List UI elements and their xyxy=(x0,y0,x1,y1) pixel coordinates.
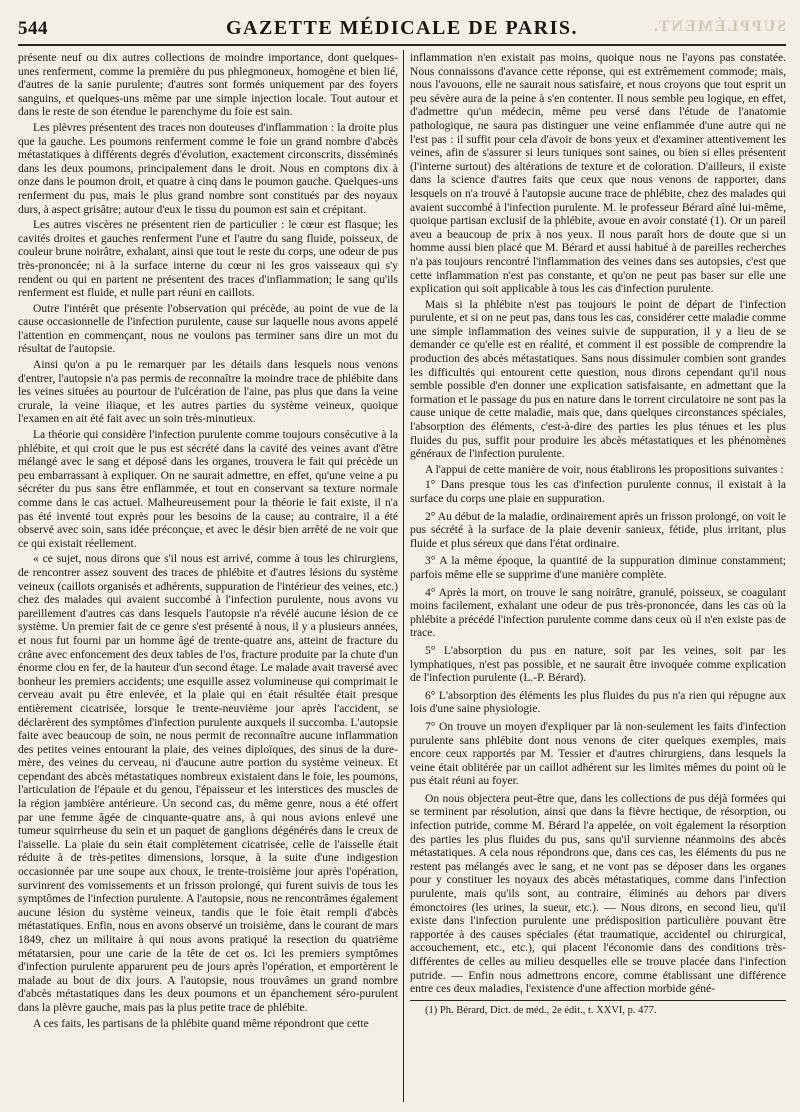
right-column xyxy=(410,52,786,1102)
page-number: 544 xyxy=(18,18,48,39)
paragraph: Ainsi qu'on a pu le remarquer par les détails dans lesquels nous venons d'entrer, l'autopsie n'a pas permis de reconnaître la moindre trace de phlébite dans les veines situées au pourtour de l'ulcération de l'aine, pas plus que dans la veine crurale, la veine iliaque, et les autres parties du système veineux, quoique l'examen en ait été fait avec un soin très-minutieux. xyxy=(18,359,398,426)
paragraph: La théorie qui considère l'infection purulente comme toujours consécutive à la phlébite, et qui croit que le pus est sécrété dans la cavité des veines avant d'être mélangé avec le sang et déposé dans les organes, trouvera le fait qui précède un peu embarrassant à expliquer. On ne saurait admettre, en effet, qu'une veine a pu sécréter du pus sans être enflammée, et tout en conservant sa texture normale comme dans le cas actuel. Malheureusement pour la théorie le fait existe, il n'a pas été inventé tout exprès pour les besoins de la cause; au contraire, il a été observé avec soin, sans idée préconçue, et avec le désir bien arrêté de ne voir que ce qui existait réellement. xyxy=(18,429,398,550)
proposition-item: 6° L'absorption des éléments les plus fluides du pus n'a rien qui répugne aux lois d'une saine physiologie. xyxy=(410,689,786,716)
proposition-item: 1° Dans presque tous les cas d'infection purulente connus, il existait à la surface du corps une plaie en suppuration. xyxy=(410,479,786,505)
proposition-item: 4° Après la mort, on trouve le sang noirâtre, granulé, poisseux, se coagulant moins facilement, exhalant une odeur de pus très-prononcée, dans les cas où la phlébite a précédé l'infection purulente comme dans ceux où il n'en existe pas de trace. xyxy=(410,586,786,640)
proposition-item: 2° Au début de la maladie, ordinairement après un frisson prolongé, on voit le pus sécrété à la surface de la plaie devenir sanieux, fétide, plus irritant, plus fluide et plus séreux que dans l'état ordinaire. xyxy=(410,510,786,550)
journal-title: GAZETTE MÉDICALE DE PARIS. xyxy=(225,17,579,39)
bleed-through-text: SUPPLÉMENT. xyxy=(651,18,786,35)
footnote: (1) Ph. Bérard, Dict. de méd., 2e édit., t. XXVI, p. 477. xyxy=(425,1004,657,1016)
paragraph: Les plèvres présentent des traces non douteuses d'inflammation : la droite plus que la gauche. Les poumons renferment comme le foie un grand nombre d'abcès métastatiques à différents degrés d'évolution, exactement circonscrits, disséminés dans les deux poumons, principalement dans le droit. Nous en comptons dix à onze dans le poumon droit, et quatre à cinq dans le poumon gauche. Quelques-uns renferment du pus, mais le plus grand nombre sont constitués par des noyaux durs, à aspect grisâtre; autour d'eux le tissu du poumon est sain et crépitant. xyxy=(18,121,398,216)
proposition-item: 7° On trouve un moyen d'expliquer par là non-seulement les faits d'infection purulente sans phlébite dont nous venons de citer quelques exemples, mais encore ceux rapportés par M. Tessier et d'autres chirurgiens, dans lesquels la veine était oblitérée par un caillot adhérent sur les limites mêmes du point où le pus était réuni au foyer. xyxy=(410,720,786,788)
footnote-rule xyxy=(410,1000,786,1001)
paragraph: Outre l'intérêt que présente l'observation qui précède, au point de vue de la cause occasionnelle de l'infection purulente, cause sur laquelle nous avons appelé l'attention en commençant, nous ne voulons pas terminer sans dire un mot du résultat de l'autopsie. xyxy=(18,302,398,356)
paragraph: Les autres viscères ne présentent rien de particulier : le cœur est flasque; les cavités droites et gauches renferment l'une et l'autre du sang fluide, poisseux, de couleur brune noirâtre, exhalant, ainsi que tout le reste du corps, une odeur de pus très-prononcée; ni à la surface interne du cœur ni les gros vaisseaux qui s'y rendent ou qui en partent ne présentent des traces d'inflammation; le sang qu'ils renferment est fluide, et nulle part réuni en caillots. xyxy=(18,219,398,300)
paragraph: « ce sujet, nous dirons que s'il nous est arrivé, comme à tous les chirurgiens, de rencontrer assez souvent des traces de phlébite et d'autres lésions du système veineux (caillots organisés et adhérents, suppuration de l'intérieur des veines, etc.) chez des malades qui avaient succombé à l'infection purulente, nous avons vu pareillement d'autres cas dans lesquels l'autopsie n'a révélé aucune lésion de ce système. Un premier fait de ce genre s'est présenté à nous, il y a plusieurs années, et nous fut fourni par un homme âgé de trente-quatre ans, atteint de fracture du crâne avec enfoncement des deux tables de l'os, fracture produite par la chute d'un énorme clou en fer, de la hauteur d'un second étage. Le malade avait traversé avec bonheur les premiers accidents; une esquille assez volumineuse qui comprimait le cerveau avait pu être enlevée, et la plaie qui en était résultée était presque entièrement cicatrisée, lorsque le trente-neuvième jour après l'accident, se déclarèrent des symptômes d'infection purulente auxquels il succomba. L'autopsie faite avec beaucoup de soin, ne nous permit de reconnaître aucune inflammation des petites veines entourant la plaie, des veines diploïques, des sinus de la dure-mère, des veines du cerveau, ni d'aucune autre portion du système veineux. Et cependant des abcès métastatiques nombreux existaient dans le foie, les poumons, l'articulation de l'épaule et du genou, l'épaisseur et les interstices des muscles de la région jambière antérieure. Un second cas, du même genre, nous a été offert par une femme âgée de cinquante-quatre ans, à qui nous avions enlevé une tumeur squirrheuse du sein et un paquet de ganglions dégénérés dans le creux de l'aisselle. La plaie du sein était complètement cicatrisée, celle de l'aisselle était réduite à de très-petites dimensions, lorsque, à la suite d'une indigestion occasionnée par une soupe aux choux, le trente-troisième jour après l'opération, survinrent des vomissements et un frisson prolongé, qui furent suivis de tous les symptômes de l'infection purulente. A l'autopsie, nous ne rencontrâmes également aucune lésion du système veineux, tandis que le foie était rempli d'abcès métastatiques. Enfin, nous en avons observé un troisième, dans le courant de mars 1849, chez un militaire à qui nous avons pratiqué la resection du quatrième métatarsien, pour une carie de la tête de cet os. Ici les premiers symptômes d'infection purulente apparurent peu de jours après l'opération, et emportèrent le malade au bout de dix jours. A l'autopsie, nous trouvâmes un grand nombre d'abcès métastatiques dans les deux poumons et un épanchement séro-purulent dans la plèvre gauche, mais pas la plus petite trace de phlébite. xyxy=(18,553,398,1014)
column-divider xyxy=(403,50,404,1102)
paragraph: présente neuf ou dix autres collections de moindre importance, dont quelques-unes renferment, comme la première du pus phlegmoneux, homogène et bien lié, d'autres de la sanie purulente; d'autres sont formés uniquement par des foyers sanguins, et quelques-uns même par une simple injection locale. Tout autour et dans le reste de son étendue le parenchyme du foie est sain. xyxy=(18,52,398,119)
page-header xyxy=(18,14,786,46)
left-column xyxy=(18,52,398,1102)
proposition-item: 5° L'absorption du pus en nature, soit par les veines, soit par les lymphatiques, n'est pas possible, et ne saurait être invoquée comme explication de l'infection purulente (L.-P. Bérard). xyxy=(410,644,786,685)
paragraph: A l'appui de cette manière de voir, nous établirons les propositions suivantes : xyxy=(425,463,784,476)
proposition-item: 3° A la même époque, la quantité de la suppuration diminue constamment; parfois même elle se supprime d'une manière complète. xyxy=(410,555,786,581)
paragraph: inflammation n'en existait pas moins, quoique nous ne l'ayons pas constatée. Nous connaissons d'avance cette réponse, qui est extrêmement commode; mais, nous l'avouons, elle ne saurait nous satisfaire, et nous croyons que tout esprit un peu sévère aura de la peine à s'en contenter. Il nous semble peu logique, en effet, d'admettre qu'un médecin, même peu versé dans l'étude de l'anatomie pathologique, ne saura pas distinguer une veine enflammée d'une autre qui ne l'est pas : il suffit pour cela d'avoir de bons yeux et d'examiner attentivement les veines, afin de s'assurer si leurs tuniques sont saines, ou bien si elles présentent (l'interne surtout) des altérations de texture et de coloration. D'ailleurs, il existe dans la science d'autres faits que ceux que nous venons de rapporter, dans lesquels on n'a trouvé à l'autopsie aucune trace de phlébite, chez des malades qui avaient succombé à l'infection purulente. M. le professeur Bérard aîné lui-même, quoique partisan exclusif de la phlébite, avoue en avoir constaté (1). Or un pareil aveu a beaucoup de prix à nos yeux. Il nous paraît hors de doute que si un homme aussi bien placé que M. Bérard et aussi habitué à de pareilles recherches n'a pas toujours rencontré l'inflammation des veines dans ses autopsies, c'est que cette inflammation n'est pas constante, et qu'on ne peut pas baser sur elle une explication qui soit applicable à tous les cas d'infection purulente. xyxy=(410,52,786,296)
paragraph: A ces faits, les partisans de la phlébite quand même répondront que cette xyxy=(33,1017,369,1030)
paragraph: Mais si la phlébite n'est pas toujours le point de départ de l'infection purulente, et si on ne peut pas, dans tous les cas, considérer cette maladie comme une simple inflammation des veines suivie de suppuration, il y a lieu de se demander ce qu'elle est en réalité, et comment il est possible de comprendre la production des abcès métastatiques. Sans nous dissimuler combien sont grandes les difficultés qui entourent cette question, nous dirons cependant qu'il nous semble possible d'en donner une explication satisfaisante, en admettant que la formation et le passage du pus en nature dans le torrent circulatoire ne sont pas la cause unique de cette maladie, mais que, dans quelques circonstances spéciales, l'absorption des éléments, c'est-à-dire des parties les plus ténues et les plus fluides du pus, suffit pour produire les abcès métastatiques et les phénomènes généraux de l'infection purulente. xyxy=(410,298,786,461)
paragraph: On nous objectera peut-être que, dans les collections de pus déjà formées qui se terminent par résolution, ainsi que dans la fièvre hectique, de résorption, ou infection putride, comme M. Bérard l'a appelée, on voit également la résorption des parties les plus fluides du pus, sans qu'il survienne néanmoins des abcès métastatiques. A cela nous répondrons que, dans ces cas, les éléments du pus ne restent pas mélangés avec le sang, et ne vont pas se déposer dans les organes pour y constituer les noyaux des abcès métastatiques, comme dans l'infection purulente, mais qu'ils sont, au contraire, éliminés au dehors par divers émonctoires (les urines, la sueur, etc.). — Nous dirons, en second lieu, qu'il existe dans l'infection purulente une prédisposition particulière pouvant être rapportée à des causes spéciales (état traumatique, accidentel ou chirurgical, accouchement, etc., etc.), qui placent l'économie dans des conditions très-différentes de celles au milieu desquelles elle se trouve placée dans l'infection putride. — Enfin nous admettrons encore, comme établissant une différence entre ces deux maladies, l'existence d'une affection morbide géné- xyxy=(410,792,786,996)
